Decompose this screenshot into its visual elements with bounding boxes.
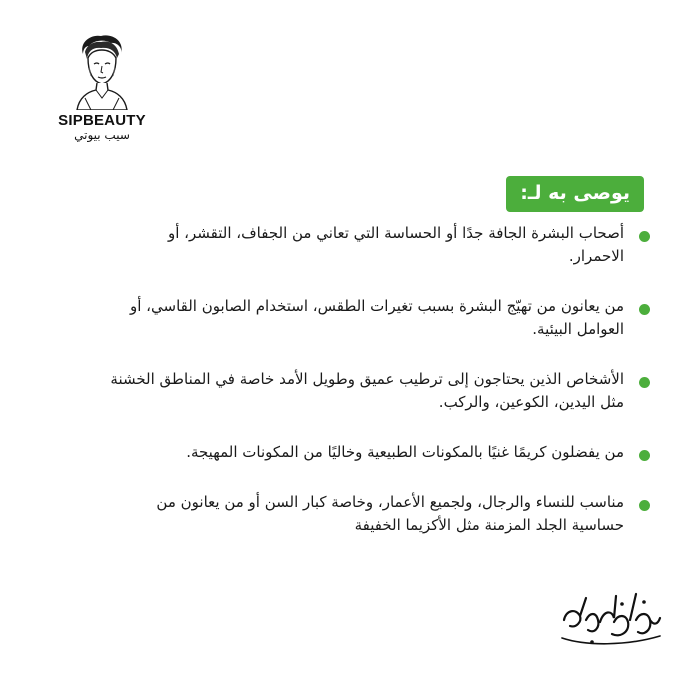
list-item-text: أصحاب البشرة الجافة جدًا أو الحساسة التي تعاني من الجفاف، التقشر، أو الاحمرار. bbox=[167, 224, 624, 265]
brand-logo bbox=[52, 32, 152, 142]
recommended-for-badge: يوصى به لـ: bbox=[506, 176, 644, 212]
brand-name-ar: سيب بيوتي bbox=[74, 128, 130, 142]
bullet-dot-icon bbox=[639, 500, 650, 511]
portrait-illustration-icon bbox=[71, 32, 133, 110]
list-item-text: الأشخاص الذين يحتاجون إلى ترطيب عميق وطويل الأمد خاصة في المناطق الخشنة مثل اليدين، الكوعين، والركب. bbox=[110, 370, 624, 411]
bullet-dot-icon bbox=[639, 304, 650, 315]
recommendation-list bbox=[110, 222, 650, 564]
list-item bbox=[110, 491, 650, 537]
list-item-text: من يعانون من تهيّج البشرة بسبب تغيرات الطقس، استخدام الصابون القاسي، أو العوامل البيئية. bbox=[129, 297, 624, 338]
list-item bbox=[110, 368, 650, 414]
list-item bbox=[110, 222, 650, 268]
bullet-dot-icon bbox=[639, 231, 650, 242]
list-item bbox=[110, 295, 650, 341]
bullet-dot-icon bbox=[639, 377, 650, 388]
brand-name-en: SIPBEAUTY bbox=[58, 112, 146, 129]
list-item bbox=[110, 441, 650, 464]
bullet-dot-icon bbox=[639, 450, 650, 461]
list-item-text: مناسب للنساء والرجال، ولجميع الأعمار، وخاصة كبار السن أو من يعانون من حساسية الجلد المزمنة مثل الأكزيما الخفيفة bbox=[156, 493, 624, 534]
list-item-text: من يفضلون كريمًا غنيًا بالمكونات الطبيعية وخاليًا من المكونات المهيجة. bbox=[186, 443, 624, 461]
calligraphy-signature-icon bbox=[556, 580, 666, 664]
